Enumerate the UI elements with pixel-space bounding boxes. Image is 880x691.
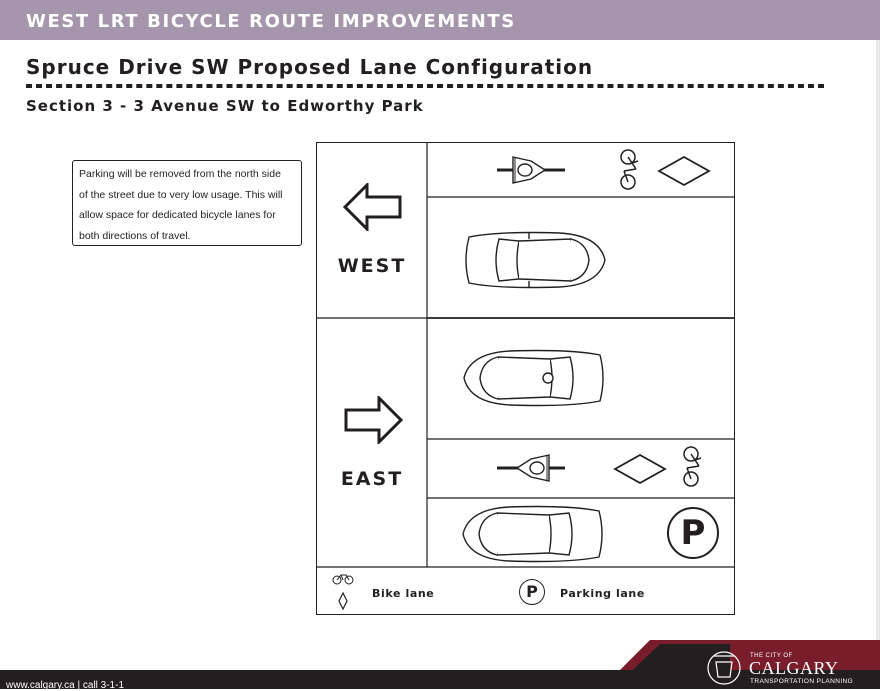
page-edge — [876, 40, 880, 640]
legend-bike-lane: Bike lane — [372, 587, 435, 600]
parking-note — [72, 160, 302, 246]
note-line: Parking will be removed from the north side — [79, 168, 281, 180]
header-banner — [0, 0, 880, 40]
bike-symbol-icon — [614, 149, 644, 193]
east-arrow-icon — [343, 396, 403, 444]
cyclist-topview-icon — [495, 153, 567, 187]
west-arrow-icon — [343, 183, 403, 231]
footer-bar — [0, 670, 880, 689]
title-divider — [26, 84, 824, 88]
west-label: WEST — [337, 255, 407, 277]
car-westbound-icon — [459, 229, 609, 291]
parking-symbol-icon: P — [667, 507, 719, 559]
department-label: TRANSPORTATION PLANNING — [750, 678, 854, 685]
city-small-label: THE CITY OF — [750, 653, 793, 659]
lane-diagram — [316, 142, 735, 615]
banner-title: WEST LRT BICYCLE ROUTE IMPROVEMENTS — [26, 11, 516, 32]
note-line: allow space for dedicated bicycle lanes for — [79, 209, 276, 222]
section-subtitle: Section 3 - 3 Avenue SW to Edworthy Park — [26, 97, 424, 115]
note-line: of the street due to very low usage. This will — [79, 188, 283, 201]
city-crest-icon — [703, 647, 745, 689]
car-eastbound-icon — [460, 347, 610, 409]
page-title: Spruce Drive SW Proposed Lane Configuration — [26, 55, 594, 79]
legend-parking-icon: P — [519, 579, 545, 605]
legend-parking-lane: Parking lane — [560, 587, 645, 600]
city-name: CALGARY — [749, 658, 839, 678]
footer-url[interactable]: www.calgary.ca | call 3-1-1 — [6, 680, 125, 691]
east-label: EAST — [340, 468, 404, 490]
legend-bike-icon — [331, 571, 355, 617]
car-parked-icon — [459, 503, 609, 565]
bike-symbol-icon — [677, 446, 707, 490]
note-line: both directions of travel. — [79, 229, 191, 242]
diamond-symbol-icon — [657, 155, 711, 187]
cyclist-topview-icon — [495, 451, 567, 485]
diamond-symbol-icon — [613, 453, 667, 485]
